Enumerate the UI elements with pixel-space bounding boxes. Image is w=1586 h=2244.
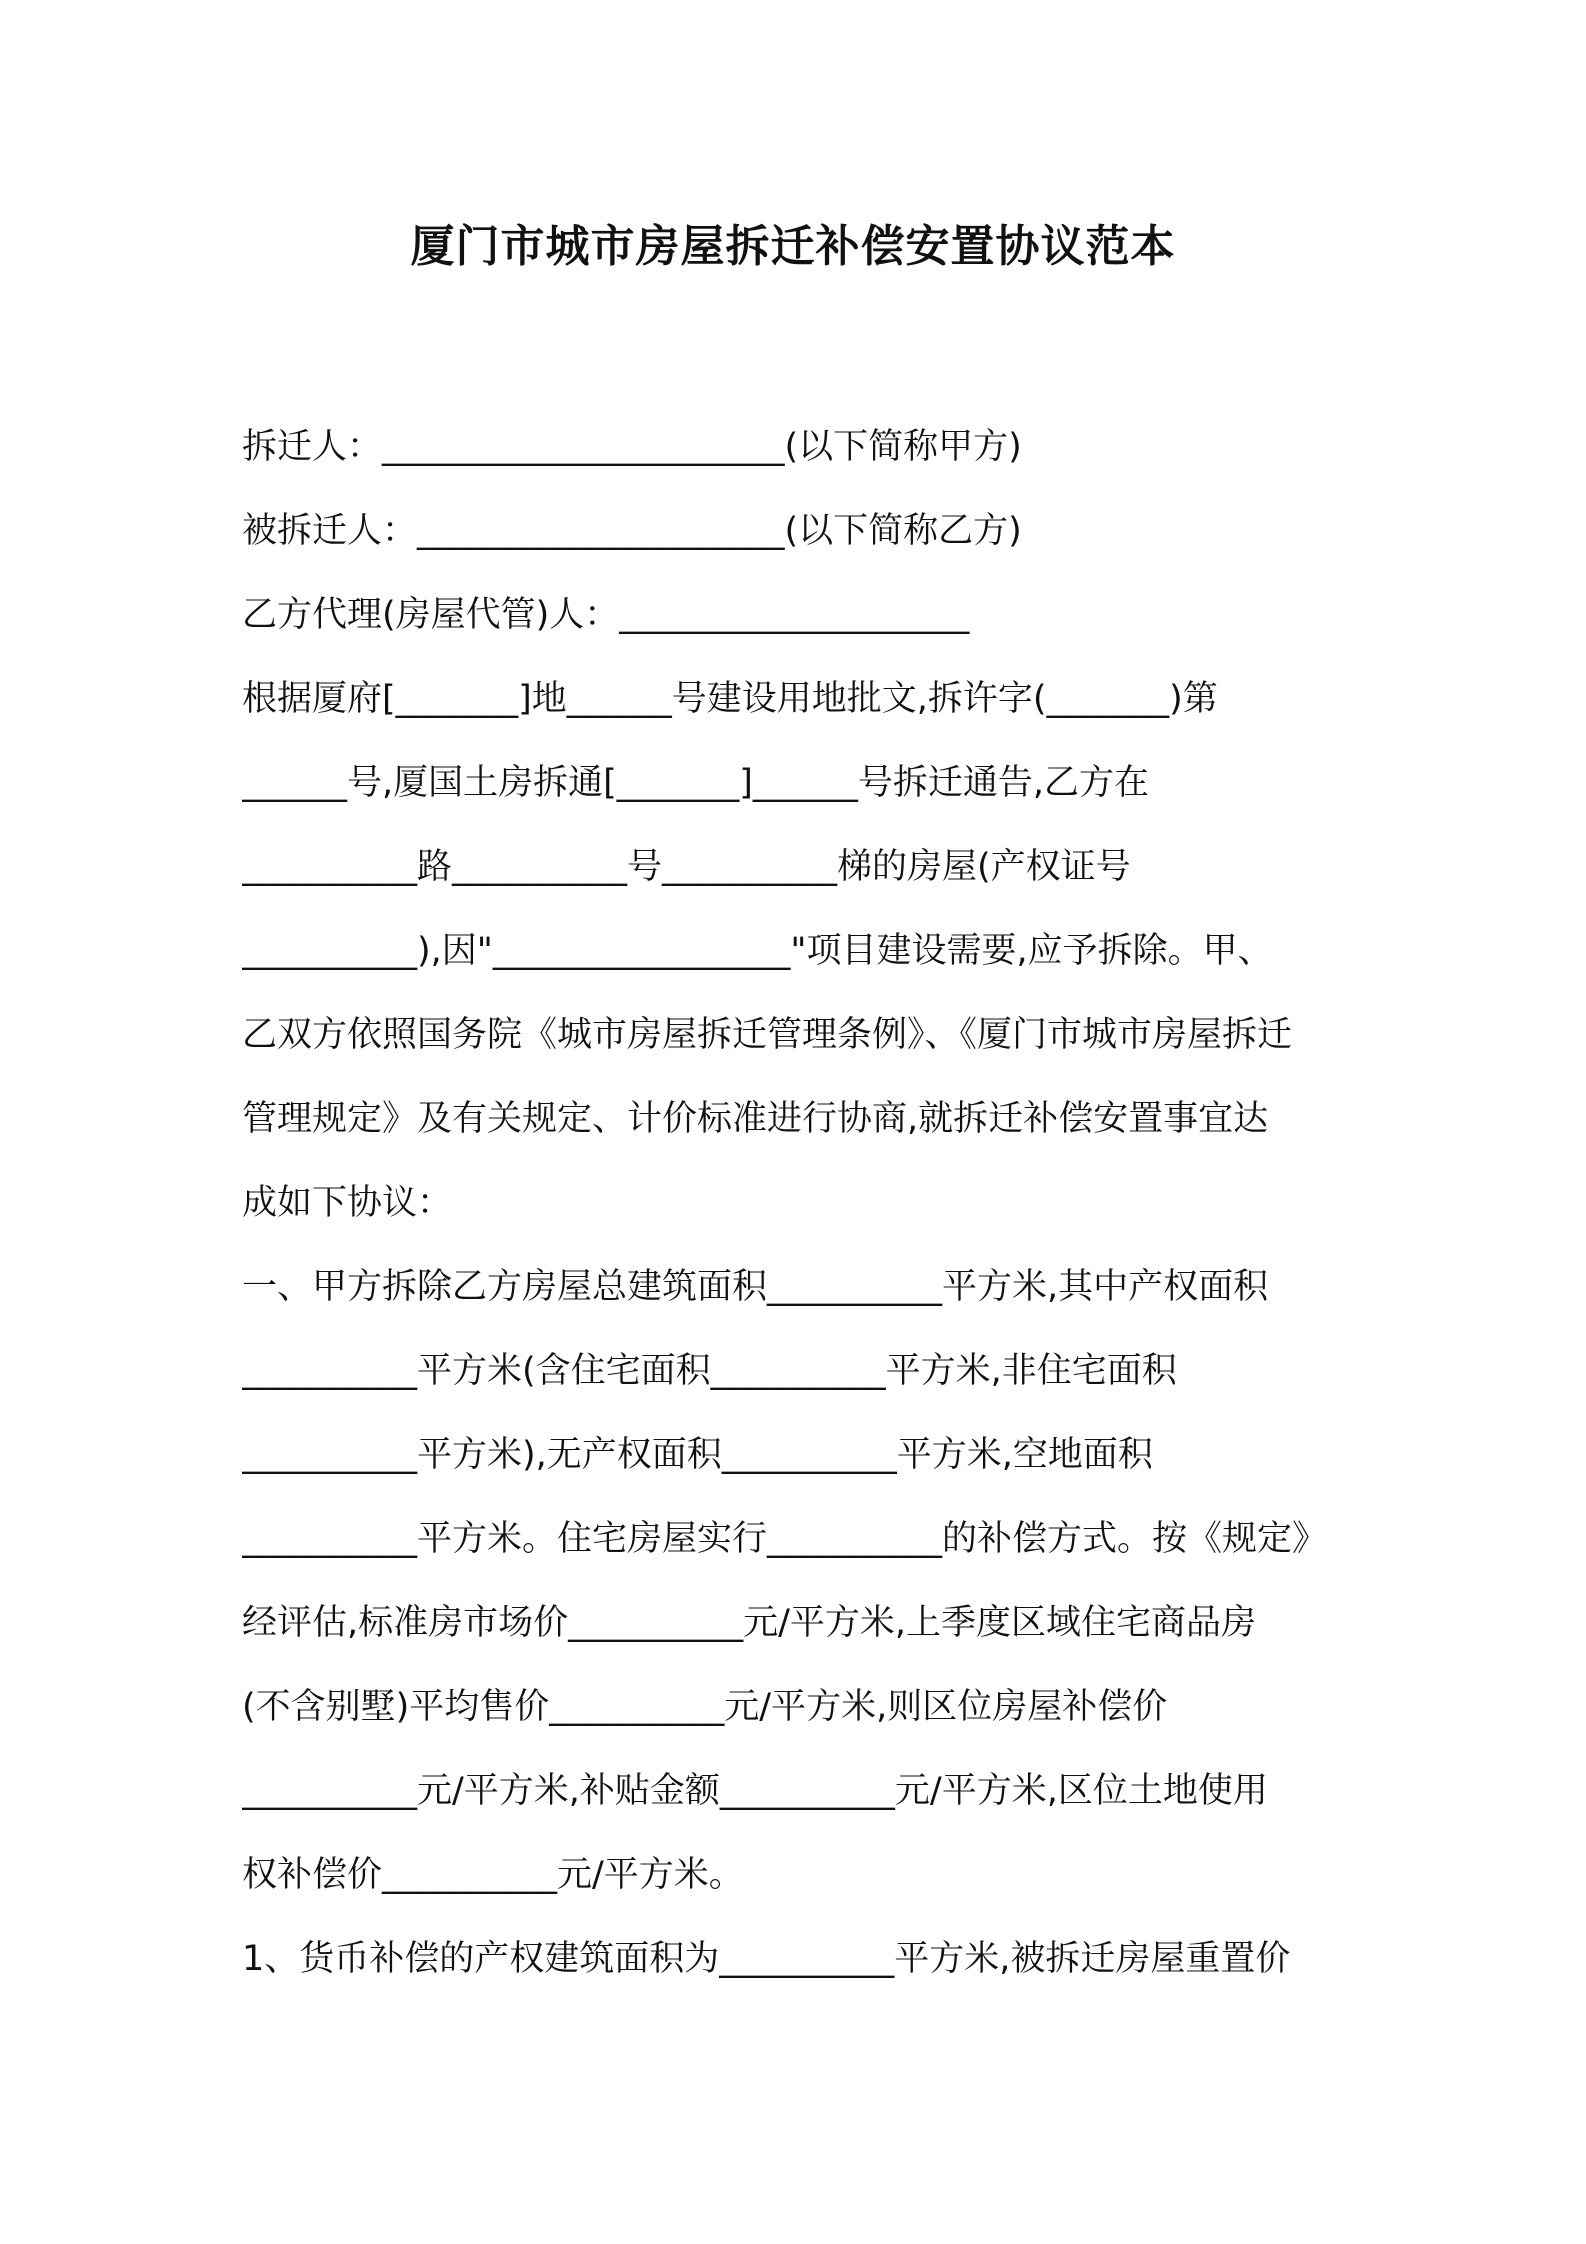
paragraph-line: 乙双方依照国务院《城市房屋拆迁管理条例》、《厦门市城市房屋拆迁: [242, 1015, 1293, 1055]
clause-one-line: __________平方米(含住宅面积__________平方米,非住宅面积: [242, 1351, 1177, 1391]
paragraph-line: 管理规定》及有关规定、计价标准进行协商,就拆迁补偿安置事宜达: [242, 1099, 1269, 1139]
document-body: [242, 405, 1372, 2001]
party-relocated-line: 被拆迁人：_____________________(以下简称乙方): [242, 511, 1022, 551]
paragraph-line: ______号,厦国土房拆通[_______]______号拆迁通告,乙方在: [242, 763, 1150, 803]
clause-one-line: __________平方米。住宅房屋实行__________的补偿方式。按《规定》: [242, 1519, 1328, 1559]
paragraph-line: 成如下协议：: [242, 1183, 453, 1223]
party-agent-line: 乙方代理(房屋代管)人：____________________: [242, 595, 970, 635]
clause-one-line: __________元/平方米,补贴金额__________元/平方米,区位土地使用: [242, 1771, 1268, 1811]
clause-one-line: (不含别墅)平均售价__________元/平方米,则区位房屋补偿价: [242, 1687, 1168, 1727]
clause-one-line: 一、甲方拆除乙方房屋总建筑面积__________平方米,其中产权面积: [242, 1267, 1269, 1307]
party-demolisher-line: 拆迁人：_______________________(以下简称甲方): [242, 427, 1022, 467]
clause-one-line: 权补偿价__________元/平方米。: [242, 1855, 744, 1895]
paragraph-line: __________),因"_________________"项目建设需要,应予拆除。甲、: [242, 931, 1273, 971]
subclause-one-line: 1、货币补偿的产权建筑面积为__________平方米,被拆迁房屋重置价: [242, 1939, 1291, 1979]
paragraph-line: __________路__________号__________梯的房屋(产权证号: [242, 847, 1131, 887]
clause-one-line: __________平方米),无产权面积__________平方米,空地面积: [242, 1435, 1153, 1475]
document-title: 厦门市城市房屋拆迁补偿安置协议范本: [410, 221, 1176, 272]
clause-one-line: 经评估,标准房市场价__________元/平方米,上季度区域住宅商品房: [242, 1603, 1257, 1643]
paragraph-line: 根据厦府[_______]地______号建设用地批文,拆许字(_______)第: [242, 679, 1218, 719]
